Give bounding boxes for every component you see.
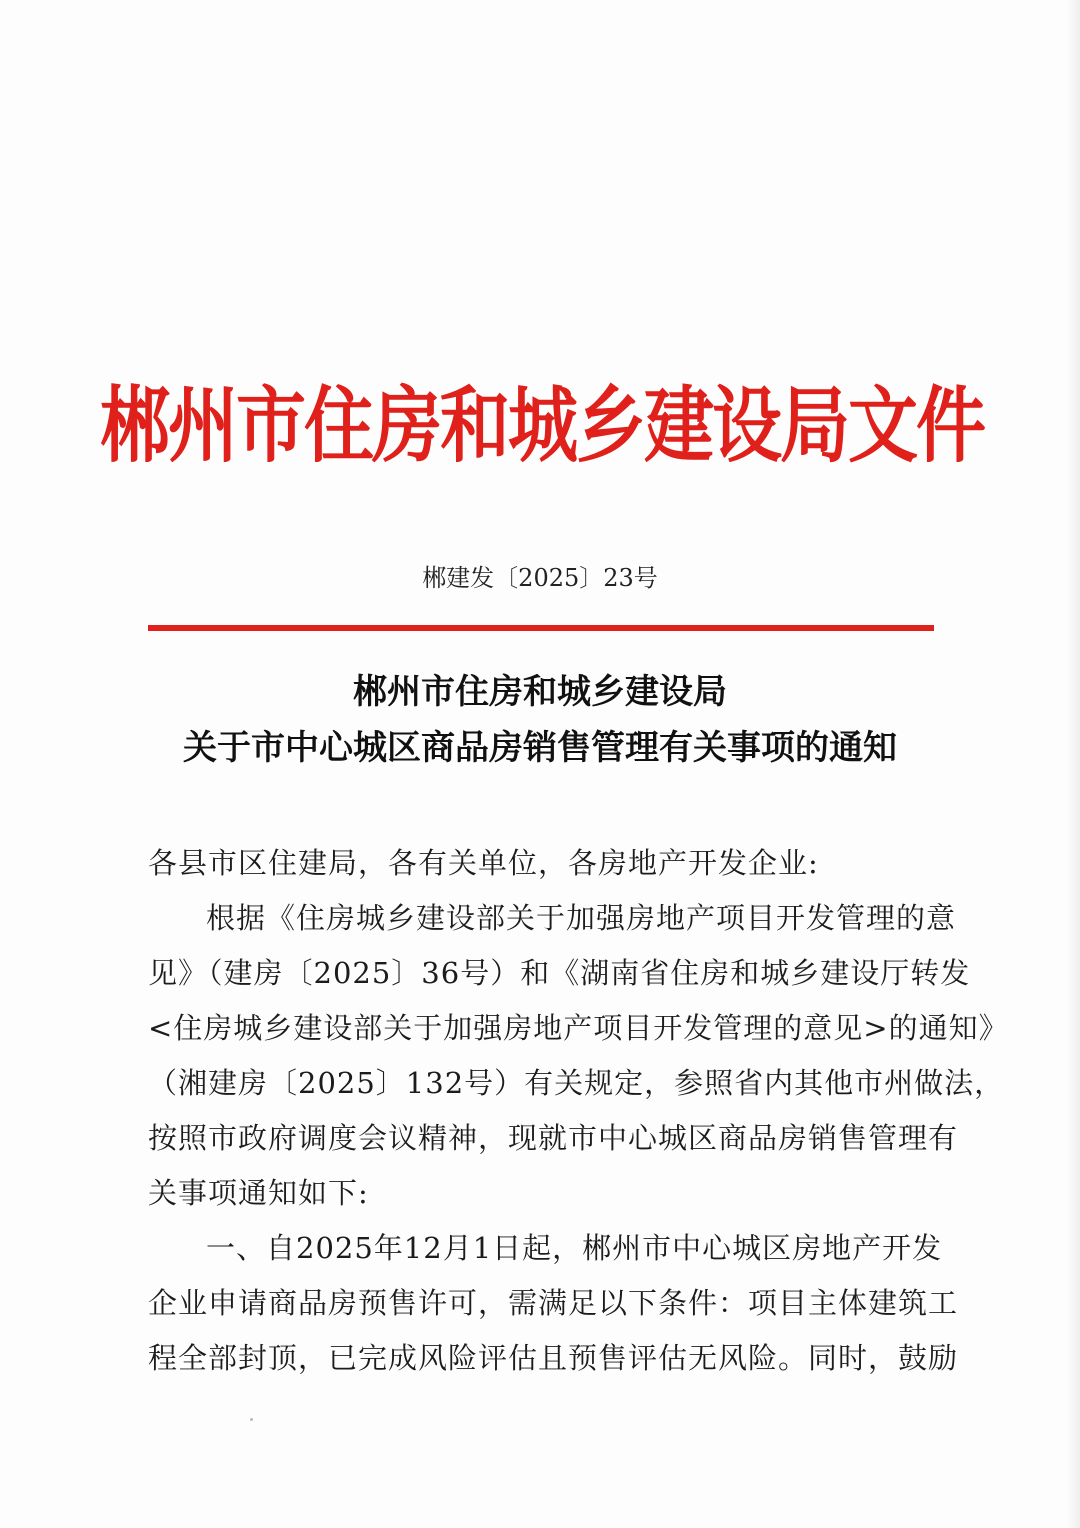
body-line: 各县市区住建局，各有关单位，各房地产开发企业: — [148, 846, 819, 880]
title-line-2: 关于市中心城区商品房销售管理有关事项的通知 — [183, 728, 897, 768]
body-line: 按照市政府调度会议精神，现就市中心城区商品房销售管理有 — [148, 1121, 959, 1155]
body-line: 程全部封顶，已完成风险评估且预售评估无风险。同时，鼓励 — [148, 1341, 959, 1375]
body-line: 一、自2025年12月1日起，郴州市中心城区房地产开发 — [206, 1231, 943, 1265]
document-number: 郴建发〔2025〕23号 — [422, 564, 658, 592]
body-line: 关事项通知如下: — [148, 1176, 369, 1210]
body-line: 企业申请商品房预售许可，需满足以下条件：项目主体建筑工 — [148, 1286, 959, 1320]
red-divider — [148, 625, 934, 631]
document-body — [148, 836, 1009, 1386]
body-line: 根据《住房城乡建设部关于加强房地产项目开发管理的意 — [206, 901, 957, 935]
document-title — [100, 664, 980, 776]
scan-speck — [250, 1418, 253, 1421]
body-line: 见》（建房〔2025〕36号）和《湖南省住房和城乡建设厅转发 — [148, 956, 971, 990]
document-header: 郴州市住房和城乡建设局文件 — [100, 377, 984, 475]
title-line-1: 郴州市住房和城乡建设局 — [353, 672, 727, 712]
body-line: <住房城乡建设部关于加强房地产项目开发管理的意见>的通知》 — [148, 1011, 1009, 1045]
body-line: （湘建房〔2025〕132号）有关规定，参照省内其他市州做法， — [148, 1066, 1005, 1100]
page-edge-shadow — [1066, 0, 1080, 1528]
